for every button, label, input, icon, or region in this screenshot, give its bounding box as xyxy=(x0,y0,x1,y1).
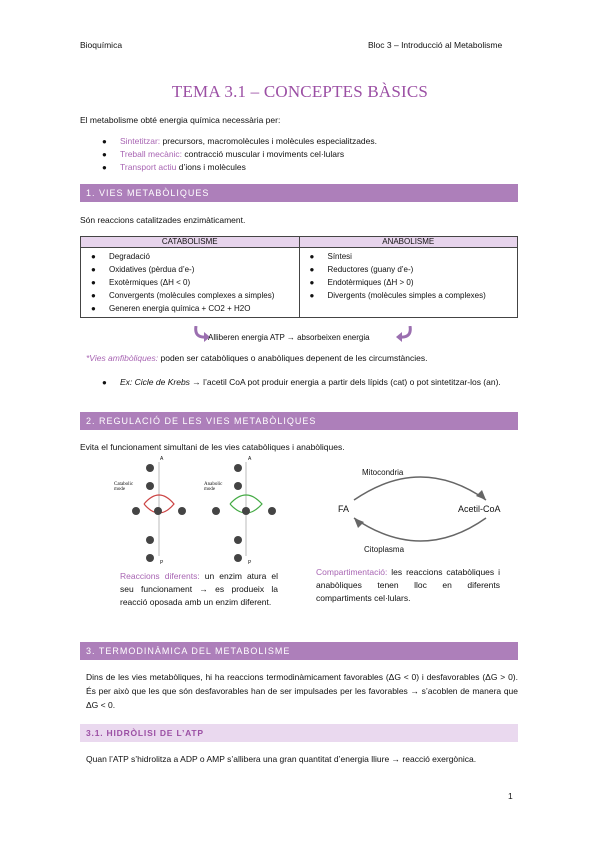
page-number: 1 xyxy=(508,791,513,801)
caption-left-desc: un enzim atura el seu funcionament → es produeix la reacció oposada amb un enzim diferent. xyxy=(120,571,278,607)
amfibol-paragraph xyxy=(86,352,526,365)
list-item: ● Transport actiu d’ions i molècules xyxy=(102,162,246,172)
list-item: ● Degradació xyxy=(91,252,150,261)
subsection-heading-3-1: 3.1. HIDRÒLISI DE L’ATP xyxy=(80,724,518,742)
fig-letter-a: A xyxy=(160,456,164,462)
section-heading-2: 2. REGULACIÓ DE LES VIES METABÒLIQUES xyxy=(80,412,518,430)
cycle-top-label: Mitocondria xyxy=(362,468,404,477)
list-item: ● Divergents (molècules simples a complexes) xyxy=(309,291,486,300)
caption-left-term: Reaccions diferents: xyxy=(120,571,200,581)
section1-text: Són reaccions catalitzades enzimàticament. xyxy=(80,215,246,225)
intro-desc-2: contracció muscular i moviments cel·lulars xyxy=(182,149,345,159)
curved-arrow-icon xyxy=(190,326,210,344)
cycle-bottom-label: Citoplasma xyxy=(364,545,405,554)
ana-item: Síntesi xyxy=(327,252,352,261)
table-header-catabolisme: CATABOLISME xyxy=(81,237,300,248)
caption-left xyxy=(120,570,278,609)
section2-text: Evita el funcionament simultani de les vies catabòliques i anabòliques. xyxy=(80,442,345,452)
section3-text: Dins de les vies metabòliques, hi ha reaccions termodinàmicament favorables (ΔG < 0) i desfavorables (ΔG > 0). És per això que les que són desfavorables han de ser impulsades per les favorables → s’acoblen de manera que ΔG < 0. xyxy=(86,672,518,710)
list-item: ● Treball mecànic: contracció muscular i moviments cel·lulars xyxy=(102,149,345,159)
amfibol-desc: poden ser catabòliques o anabòliques depenent de les circumstàncies. xyxy=(158,353,428,363)
intro-text: El metabolisme obté energia química necessària per: xyxy=(80,115,281,125)
example-term: Ex: Cicle de Krebs xyxy=(120,377,190,387)
list-item: ● Exotèrmiques (ΔH < 0) xyxy=(91,278,191,287)
pathway-diagram xyxy=(114,456,304,568)
ana-item: Endotèrmiques (ΔH > 0) xyxy=(327,278,414,287)
intro-desc-1: precursors, macromolècules i molècules especialitzades. xyxy=(160,136,377,146)
example-desc: → l’acetil CoA pot produir energia a partir dels lípids (cat) o pot sintetitzar-los (an). xyxy=(189,377,501,387)
example-item: ● Ex: Cicle de Krebs → l’acetil CoA pot produir energia a partir dels lípids (cat) o pot sintetitzar-los (an). xyxy=(102,377,501,387)
fig-letter-a: A xyxy=(248,456,252,462)
list-item: ● Síntesi xyxy=(309,252,352,261)
section-heading-1: 1. VIES METABÒLIQUES xyxy=(80,184,518,202)
curved-arrow-icon xyxy=(396,326,416,344)
arrow-caption: Alliberen energia ATP → absorbeixen energia xyxy=(208,333,370,342)
catabolism-anabolism-table xyxy=(80,236,518,318)
list-item: ● Endotèrmiques (ΔH > 0) xyxy=(309,278,414,287)
anabolic-mode-label: Anabolic mode xyxy=(204,482,223,492)
ana-item: Reductores (guany d’e-) xyxy=(327,265,414,274)
page-title: TEMA 3.1 – CONCEPTES BÀSICS xyxy=(171,82,429,101)
regulation-figure xyxy=(114,456,304,568)
cat-item: Convergents (molècules complexes a simples) xyxy=(109,291,275,300)
caption-right-desc: les reaccions catabòliques i anabòliques tenen lloc en diferents compartiments cel·lulars. xyxy=(316,567,500,603)
cat-item: Oxidatives (pèrdua d’e-) xyxy=(109,265,195,274)
intro-term-1: Sintetitzar: xyxy=(120,136,161,146)
cat-item: Exotèrmiques (ΔH < 0) xyxy=(109,278,191,287)
intro-term-2: Treball mecànic: xyxy=(120,149,183,159)
cycle-right-label: Acetil-CoA xyxy=(458,504,501,514)
anabolisme-cell xyxy=(299,248,518,318)
list-item: ● Reductores (guany d’e-) xyxy=(309,265,414,274)
list-item: ● Generen energia química + CO2 + H2O xyxy=(91,304,251,313)
subsection-text: Quan l’ATP s’hidrolitza a ADP o AMP s’allibera una gran quantitat d’energia lliure → reacció exergònica. xyxy=(86,754,477,764)
fig-letter-p: P xyxy=(160,560,164,566)
list-item: ● Sintetitzar: precursors, macromolècules i molècules especialitzades. xyxy=(102,136,377,146)
anabolic-mode-diagram xyxy=(212,462,276,562)
cycle-left-label: FA xyxy=(338,504,350,514)
ana-item: Divergents (molècules simples a complexes) xyxy=(327,291,486,300)
list-item: ● Oxidatives (pèrdua d’e-) xyxy=(91,265,195,274)
list-item: ● Convergents (molècules complexes a simples) xyxy=(91,291,275,300)
compartment-figure xyxy=(326,462,516,560)
intro-term-3: Transport actiu xyxy=(120,162,177,172)
cat-item: Generen energia química + CO2 + H2O xyxy=(109,304,251,313)
cat-item: Degradació xyxy=(109,252,150,261)
catabolic-mode-diagram xyxy=(132,462,186,562)
catabolic-mode-label: Catabolic mode xyxy=(114,482,134,492)
catabolisme-cell xyxy=(81,248,300,318)
section-heading-3: 3. TERMODINÀMICA DEL METABOLISME xyxy=(80,642,518,660)
intro-desc-3: d’ions i molècules xyxy=(176,162,246,172)
amfibol-term: *Vies amfibòliques: xyxy=(86,353,159,363)
header-right: Bloc 3 – Introducció al Metabolisme xyxy=(368,40,503,50)
intro-list xyxy=(102,135,522,174)
fig-letter-p: P xyxy=(248,560,252,566)
header-left: Bioquímica xyxy=(80,40,123,50)
caption-right xyxy=(316,566,500,605)
caption-right-term: Compartimentació: xyxy=(316,567,388,577)
table-header-anabolisme: ANABOLISME xyxy=(299,237,518,248)
